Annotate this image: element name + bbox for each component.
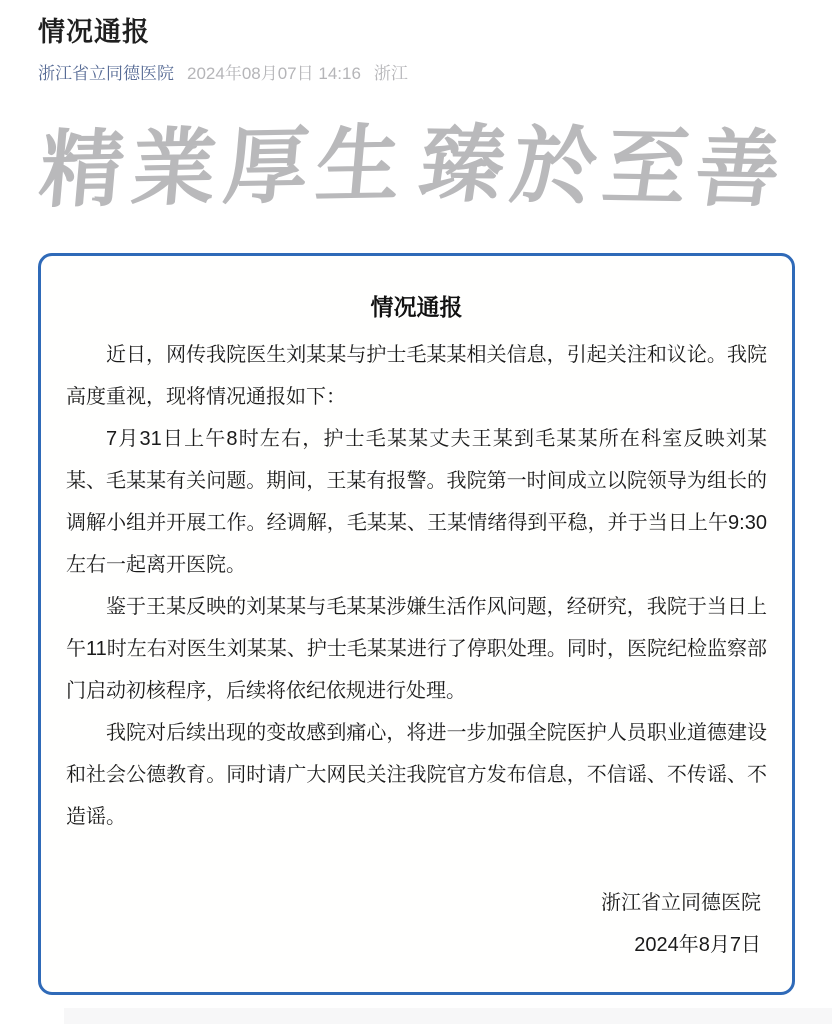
notice-paragraph: 近日，网传我院医生刘某某与护士毛某某相关信息，引起关注和议论。我院高度重视，现将情况通报如下：	[66, 344, 767, 408]
calligraphy-motto-left: 精業厚生	[35, 118, 413, 219]
publisher-link[interactable]: 浙江省立同德医院	[38, 64, 174, 83]
notice-title: 情况通报	[370, 294, 463, 320]
signature-date: 2024年8月7日	[634, 934, 761, 956]
calligraphy-banner	[35, 109, 796, 229]
article-meta	[38, 63, 796, 85]
signature-block	[66, 882, 767, 966]
notice-paragraph: 我院对后续出现的变故感到痛心，将进一步加强全院医护人员职业道德建设和社会公德教育。同时请广大网民关注我院官方发布信息，不信谣、不传谣、不造谣。	[66, 722, 767, 828]
page-title: 情况通报	[38, 17, 150, 47]
publish-datetime: 2024年08月07日 14:16	[187, 64, 361, 83]
notice-paragraph: 7月31日上午8时左右，护士毛某某丈夫王某到毛某某所在科室反映刘某某、毛某某有关问题。期间，王某有报警。我院第一时间成立以院领导为组长的调解小组并开展工作。经调解，毛某某、王某情绪得到平稳，并于当日上午9:30左右一起离开医院。	[66, 428, 767, 576]
notice-card	[38, 253, 795, 995]
calligraphy-motto-right: 臻於至善	[413, 118, 795, 219]
notice-paragraph: 鉴于王某反映的刘某某与毛某某涉嫌生活作风问题，经研究，我院于当日上午11时左右对医生刘某某、护士毛某某进行了停职处理。同时，医院纪检监察部门启动初核程序，后续将依纪依规进行处理。	[66, 596, 767, 702]
signature-name: 浙江省立同德医院	[601, 892, 761, 914]
notice-body	[66, 334, 767, 838]
publish-location: 浙江	[373, 64, 408, 83]
next-section-edge	[64, 1008, 832, 1024]
